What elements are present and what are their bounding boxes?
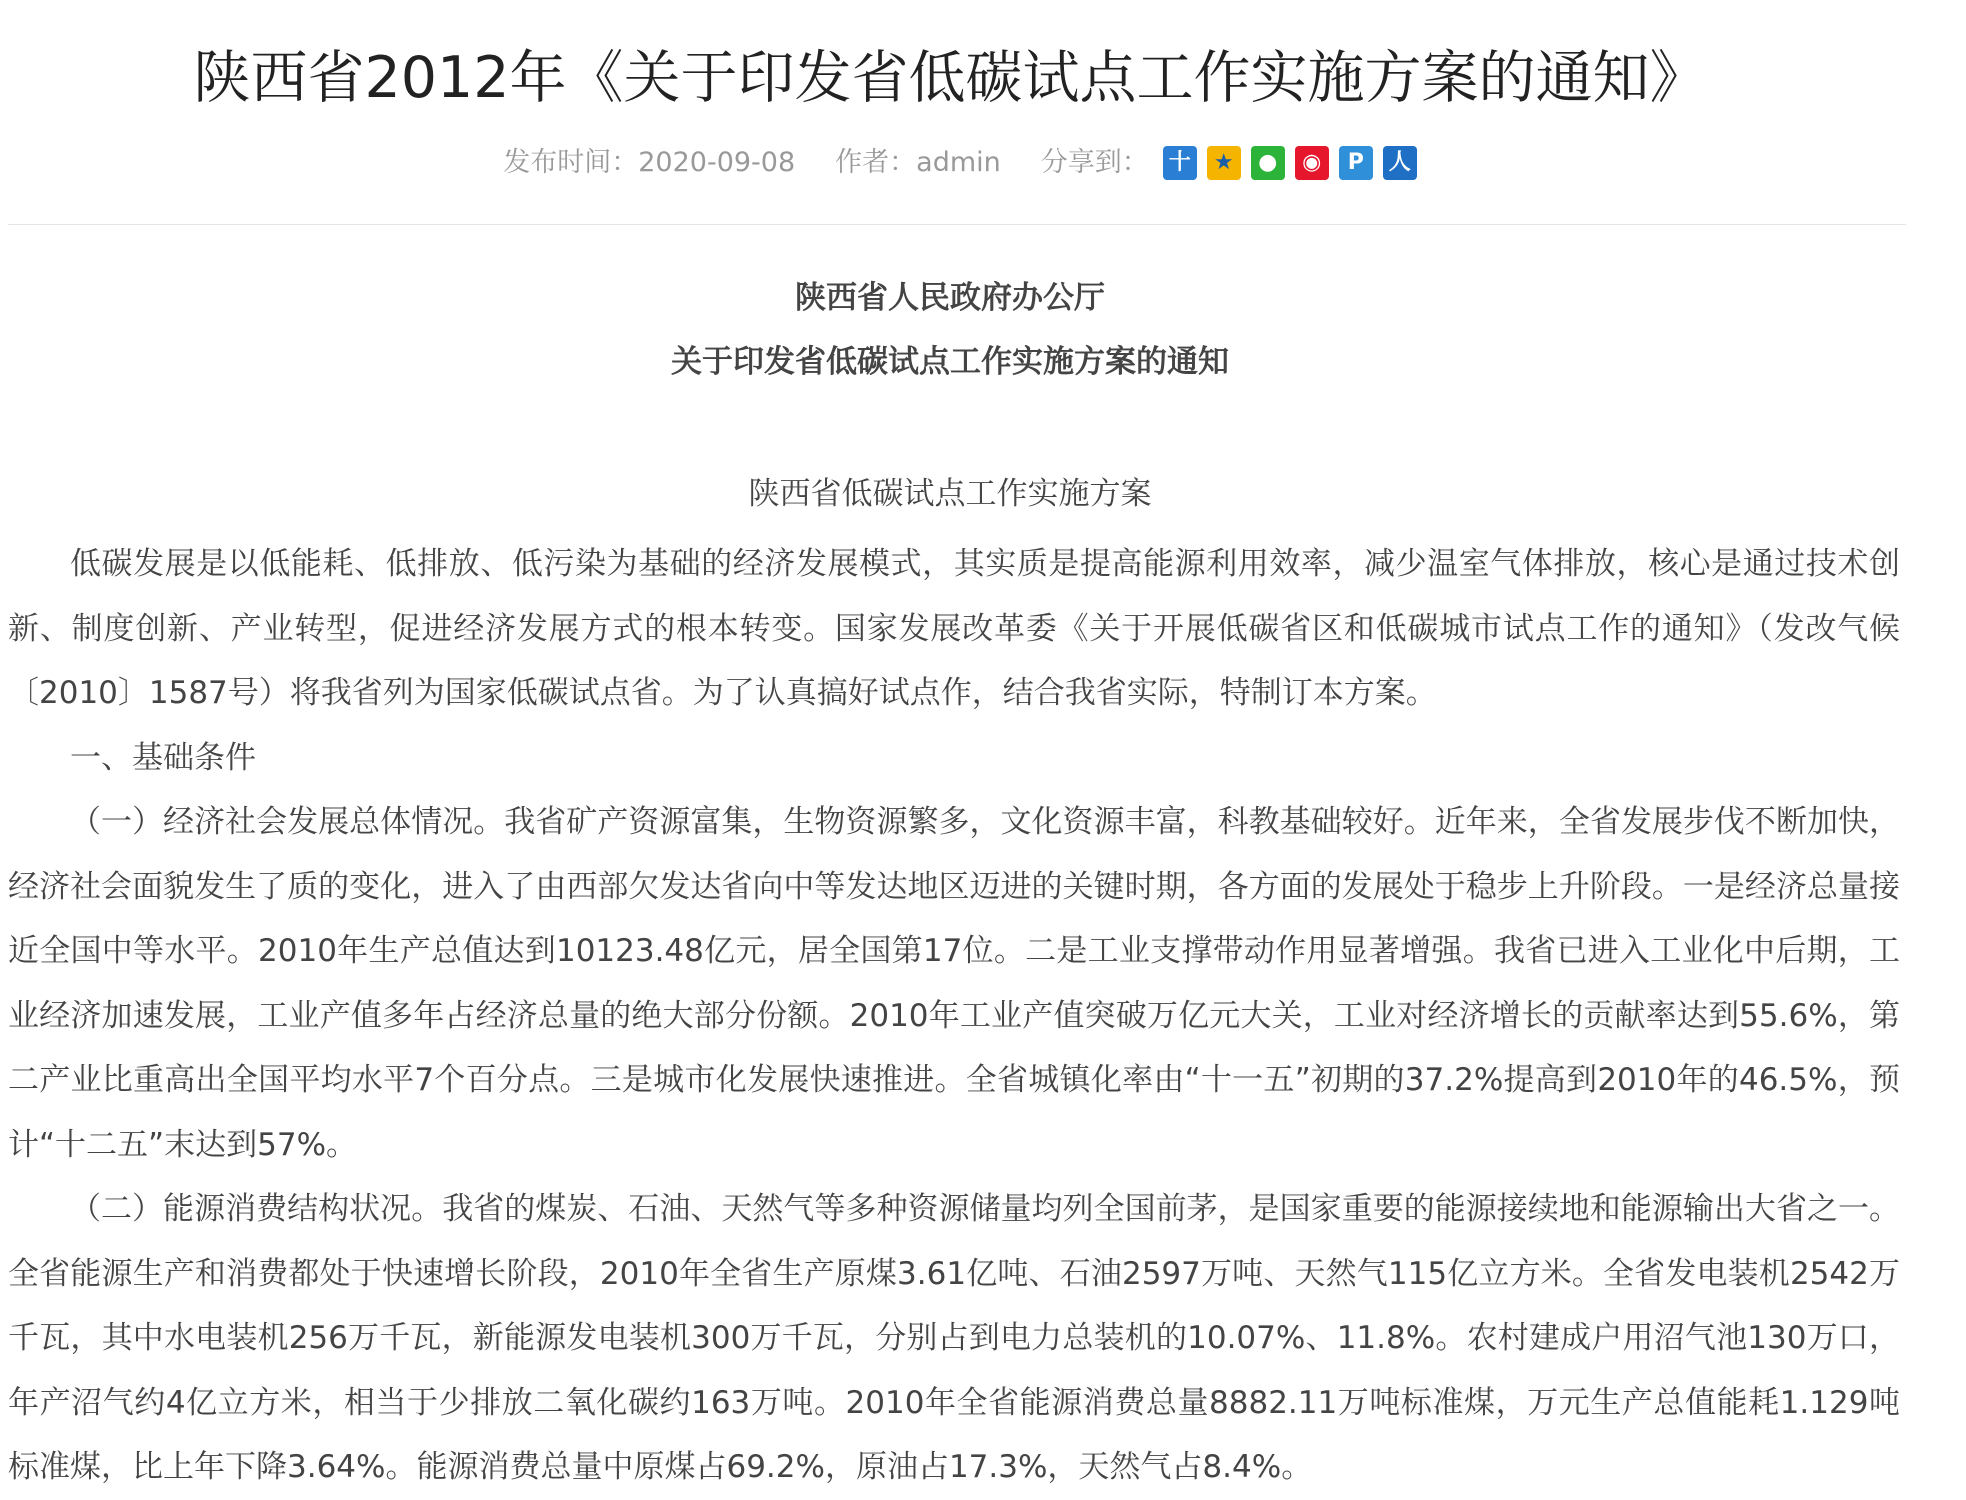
paragraph-energy: （二）能源消费结构状况。我省的煤炭、石油、天然气等多种资源储量均列全国前茅，是国家重要的能源接续地和能源输出大省之一。全省能源生产和消费都处于快速增长阶段，2010年全省生产原煤3.61亿吨、石油2597万吨、天然气115亿立方米。全省发电装机2542万千瓦，其中水电装机256万千瓦，新能源发电装机300万千瓦，分别占到电力总装机的10.07%、11.8%。农村建成户用沼气池130万口，年产沼气约4亿立方米，相当于少排放二氧化碳约163万吨。2010年全省能源消费总量8882.11万吨标准煤，万元生产总值能耗1.129吨标准煤，比上年下降3.64%。能源消费总量中原煤占69.2%，原油占17.3%，天然气占8.4%。 xyxy=(8,1191,1900,1485)
author: 作者：admin xyxy=(835,147,1001,178)
issuer-line-1: 陕西省人民政府办公厅 xyxy=(795,280,1105,316)
share-more-icon[interactable]: 十 xyxy=(1163,146,1197,180)
issuer-line-2: 关于印发省低碳试点工作实施方案的通知 xyxy=(671,344,1229,380)
share-label: 分享到： xyxy=(1040,147,1149,178)
article-meta xyxy=(0,143,1900,183)
plan-title: 陕西省低碳试点工作实施方案 xyxy=(748,476,1152,512)
article-body xyxy=(8,532,1900,1500)
publish-time: 发布时间：2020-09-08 xyxy=(503,147,796,178)
renren-icon[interactable]: 人 xyxy=(1383,146,1417,180)
section-heading-basic-conditions: 一、基础条件 xyxy=(70,739,256,776)
paragraph-economy: （一）经济社会发展总体情况。我省矿产资源富集，生物资源繁多，文化资源丰富，科教基础较好。近年来，全省发展步伐不断加快，经济社会面貌发生了质的变化，进入了由西部欠发达省向中等发达地区迈进的关键时期，各方面的发展处于稳步上升阶段。一是经济总量接近全国中等水平。2010年生产总值达到10123.48亿元，居全国第17位。二是工业支撑带动作用显著增强。我省已进入工业化中后期，工业经济加速发展，工业产值多年占经济总量的绝大部分份额。2010年工业产值突破万亿元大关，工业对经济增长的贡献率达到55.6%，第二产业比重高出全国平均水平7个百分点。三是城市化发展快速推进。全省城镇化率由“十一五”初期的37.2%提高到2010年的46.5%，预计“十二五”末达到57%。 xyxy=(8,804,1900,1163)
weibo-icon[interactable]: ◉ xyxy=(1295,146,1329,180)
article-title: 陕西省2012年《关于印发省低碳试点工作实施方案的通知》 xyxy=(193,45,1707,111)
header-divider xyxy=(8,224,1906,225)
paragraph-intro: 低碳发展是以低能耗、低排放、低污染为基础的经济发展模式，其实质是提高能源利用效率，减少温室气体排放，核心是通过技术创新、制度创新、产业转型，促进经济发展方式的根本转变。国家发展改革委《关于开展低碳省区和低碳城市试点工作的通知》（发改气候〔2010〕1587号）将我省列为国家低碳试点省。为了认真搞好试点作，结合我省实际，特制订本方案。 xyxy=(8,546,1900,711)
tencent-weibo-icon[interactable]: P xyxy=(1339,146,1373,180)
wechat-icon[interactable]: ● xyxy=(1251,146,1285,180)
share-icons xyxy=(1163,146,1417,180)
qzone-icon[interactable]: ★ xyxy=(1207,146,1241,180)
